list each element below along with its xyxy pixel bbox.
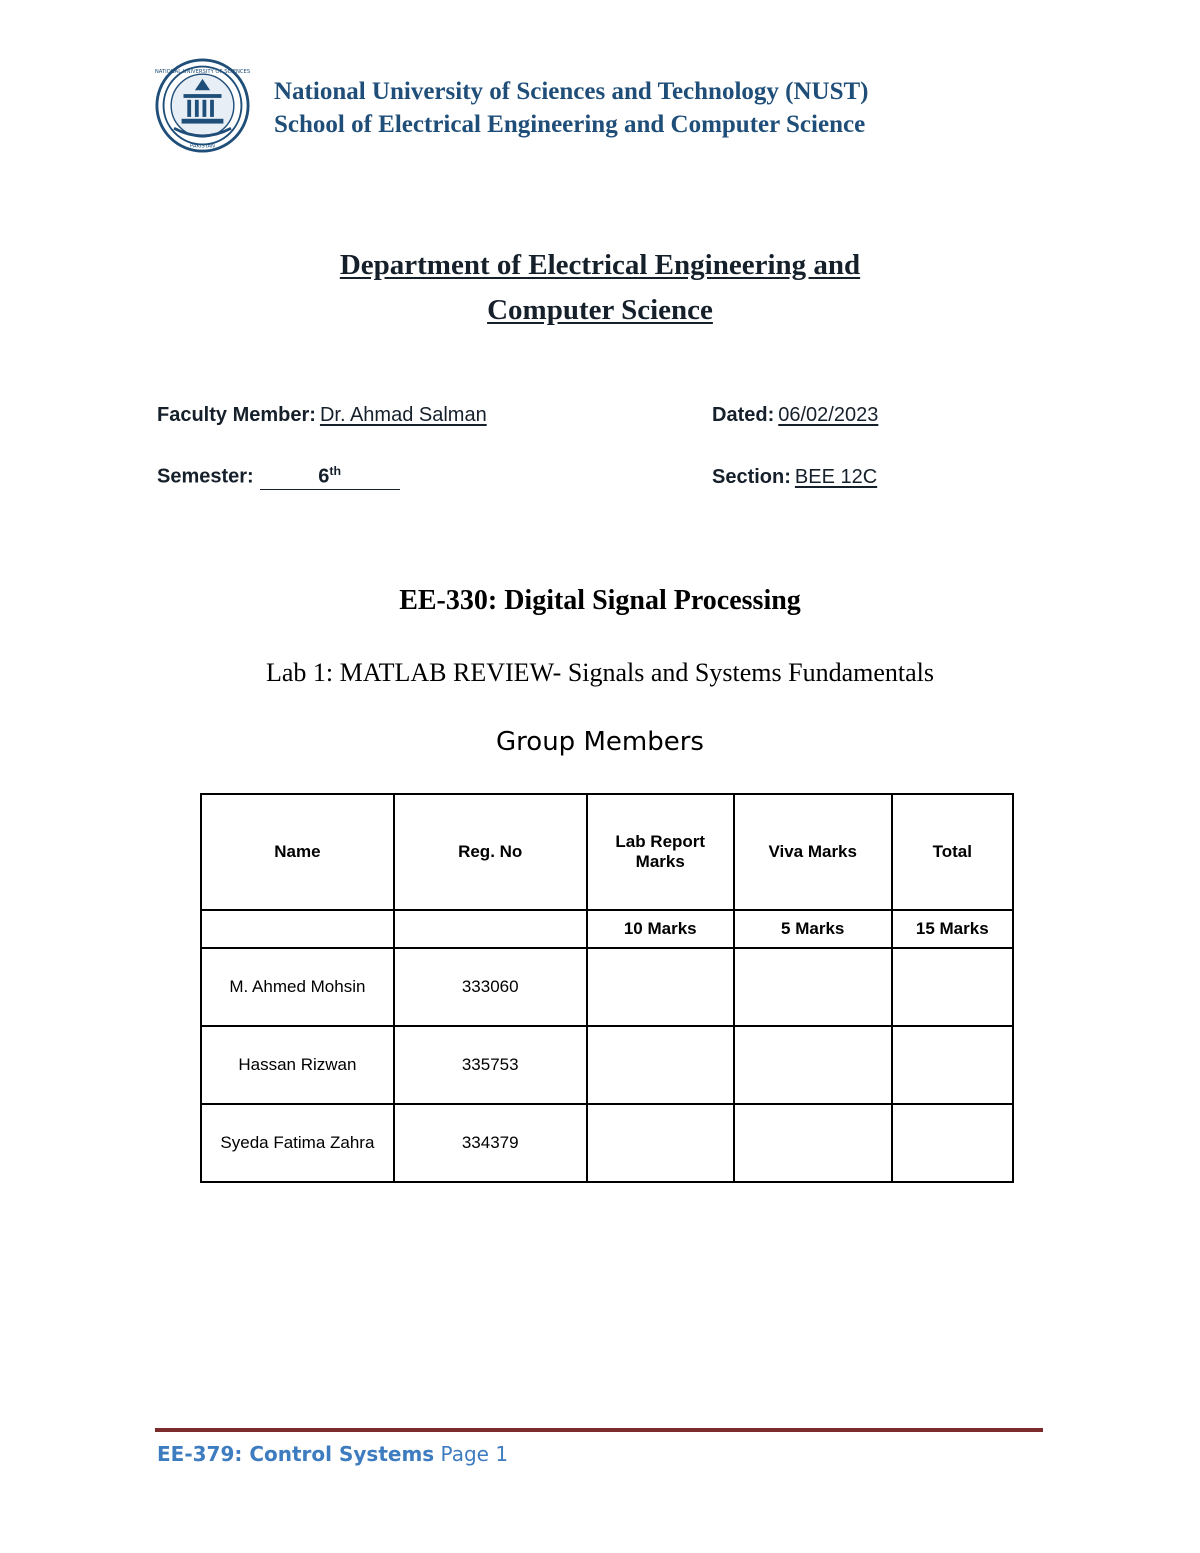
student-viva-marks[interactable] (734, 1104, 892, 1182)
student-lab-marks[interactable] (587, 948, 734, 1026)
semester-value: 6th (260, 464, 400, 490)
svg-text:NATIONAL UNIVERSITY OF SCIENCE: NATIONAL UNIVERSITY OF SCIENCES (155, 69, 250, 76)
student-lab-marks[interactable] (587, 1026, 734, 1104)
student-reg: 335753 (394, 1026, 587, 1104)
max-marks-lab-cell: 10 Marks (587, 910, 734, 948)
footer-divider (155, 1428, 1043, 1432)
semester-suffix: th (329, 464, 342, 478)
department-title-line1: Department of Electrical Engineering and (339, 249, 861, 281)
max-marks-total-cell: 15 Marks (892, 910, 1013, 948)
table-row (201, 948, 1013, 1026)
student-name: Hassan Rizwan (201, 1026, 394, 1104)
dated-field (712, 404, 878, 427)
faculty-member-label: Faculty Member: (157, 404, 316, 426)
course-title: EE-330: Digital Signal Processing (399, 585, 801, 616)
max-marks-reg-cell (394, 910, 587, 948)
student-total-marks[interactable] (892, 1026, 1013, 1104)
document-header (155, 58, 1055, 153)
department-title-line2: Computer Science (487, 293, 713, 326)
university-title-block (274, 58, 868, 141)
semester-field (157, 464, 712, 490)
section-label: Section: (712, 465, 791, 488)
university-name: National University of Sciences and Technology (NUST) (274, 78, 869, 105)
max-marks-name-cell (201, 910, 394, 948)
semester-label: Semester: (157, 465, 254, 488)
student-name: Syeda Fatima Zahra (201, 1104, 394, 1182)
table-row (201, 1104, 1013, 1182)
lab-title: Lab 1: MATLAB REVIEW- Signals and Systems Fundamentals (265, 658, 934, 687)
column-header-lab-report-marks: Lab Report Marks (587, 794, 734, 910)
student-total-marks[interactable] (892, 1104, 1013, 1182)
column-header-viva-marks: Viva Marks (734, 794, 892, 910)
department-title (150, 243, 1050, 333)
section-field (712, 466, 877, 489)
group-members-heading: Group Members (496, 727, 704, 757)
dated-value: 06/02/2023 (778, 404, 879, 426)
max-marks-viva-cell: 5 Marks (734, 910, 892, 948)
column-header-total: Total (892, 794, 1013, 910)
faculty-date-row (157, 404, 1037, 427)
dated-label: Dated: (712, 404, 775, 426)
student-name: M. Ahmed Mohsin (201, 948, 394, 1026)
student-lab-marks[interactable] (587, 1104, 734, 1182)
svg-text:PAKISTAN: PAKISTAN (190, 143, 215, 150)
semester-section-row (157, 464, 1037, 490)
student-total-marks[interactable] (892, 948, 1013, 1026)
group-members-table (200, 793, 1014, 1183)
section-value: BEE 12C (794, 465, 878, 488)
table-max-marks-row (201, 910, 1013, 948)
student-reg: 334379 (394, 1104, 587, 1182)
footer-course-code: EE-379: Control Systems (157, 1442, 435, 1466)
column-header-name: Name (201, 794, 394, 910)
faculty-member-value: Dr. Ahmad Salman (319, 404, 487, 426)
student-viva-marks[interactable] (734, 1026, 892, 1104)
footer-page-number: Page 1 (440, 1442, 509, 1466)
student-viva-marks[interactable] (734, 948, 892, 1026)
faculty-member-field (157, 404, 712, 427)
nust-crest-logo-icon (155, 58, 250, 153)
column-header-reg: Reg. No (394, 794, 587, 910)
table-row (201, 1026, 1013, 1104)
footer (157, 1442, 508, 1466)
table-header-row (201, 794, 1013, 910)
student-reg: 333060 (394, 948, 587, 1026)
school-name: School of Electrical Engineering and Computer Science (274, 110, 866, 138)
